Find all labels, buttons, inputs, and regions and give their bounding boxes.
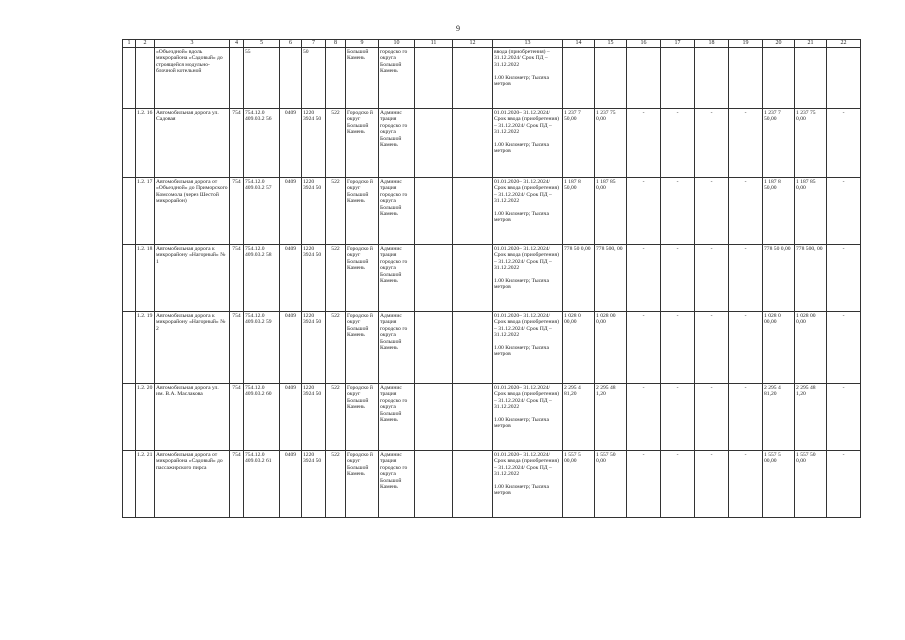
column-header: 5: [244, 40, 280, 48]
table-cell-col-18: -: [695, 178, 729, 245]
table-cell-col-11: [415, 384, 453, 451]
table-cell-col-10: Админис трация городско го округа Большой Камень: [379, 245, 415, 312]
table-cell-col-5: 754.12.0 409.03.2 59: [244, 312, 280, 384]
table-cell-col-19: -: [729, 245, 763, 312]
table-cell-col-14: 1 028 0 00,00: [563, 312, 595, 384]
table-cell-col-4: 754: [230, 178, 244, 245]
table-row: [123, 109, 861, 178]
table-cell-col-1: [123, 245, 136, 312]
table-cell-col-17: [661, 48, 695, 109]
table-cell-col-7: 50: [302, 48, 326, 109]
table-cell-col-16: [627, 48, 661, 109]
column-header: 12: [453, 40, 493, 48]
table-cell-col-11: [415, 451, 453, 518]
column-header: 20: [763, 40, 795, 48]
table-row: [123, 245, 861, 312]
table-cell-col-2: 1.2. 16: [136, 109, 155, 178]
table-cell-col-11: [415, 48, 453, 109]
table-cell-col-22: -: [827, 312, 861, 384]
table-cell-col-20: 1 237 7 50,00: [763, 109, 795, 178]
table-row: [123, 48, 861, 109]
table-cell-col-10: Админис трация городско го округа Большой Камень: [379, 451, 415, 518]
column-header: 14: [563, 40, 595, 48]
table-cell-col-4: 754: [230, 384, 244, 451]
table-cell-col-12: [453, 109, 493, 178]
table-cell-col-9: Городско й округ Большой Камень: [346, 312, 379, 384]
table-cell-col-7: 1220 3924 50: [302, 312, 326, 384]
table-cell-col-11: [415, 178, 453, 245]
table-cell-col-18: -: [695, 245, 729, 312]
table-cell-col-6: 0409: [280, 245, 302, 312]
table-cell-col-19: -: [729, 312, 763, 384]
investment-table: [122, 39, 861, 518]
table-cell-col-17: -: [661, 451, 695, 518]
table-cell-col-4: 754: [230, 312, 244, 384]
table-cell-col-8: 522: [326, 312, 346, 384]
table-cell-col-14: 1 557 5 00,00: [563, 451, 595, 518]
table-cell-col-14: 2 295 4 81,20: [563, 384, 595, 451]
table-cell-col-7: 1220 3924 50: [302, 245, 326, 312]
table-cell-col-19: -: [729, 178, 763, 245]
header-row: [123, 40, 861, 48]
column-header: 11: [415, 40, 453, 48]
table-cell-col-13: 01.01.2020– 31.12.2024/ Срок ввода (приобретения) – 31.12.2024/ Срок ПД – 31.12.2022 1.00 Километр; Тысяча метров: [493, 245, 563, 312]
table-cell-col-2: 1.2. 19: [136, 312, 155, 384]
table-cell-col-20: 2 295 4 81,20: [763, 384, 795, 451]
column-header: 6: [280, 40, 302, 48]
table-cell-col-10: Админис трация городско го округа Большой Камень: [379, 384, 415, 451]
table-cell-col-1: [123, 312, 136, 384]
table-cell-col-22: -: [827, 109, 861, 178]
column-header: 8: [326, 40, 346, 48]
table-cell-col-2: 1.2. 20: [136, 384, 155, 451]
table-cell-col-20: 1 187 8 50,00: [763, 178, 795, 245]
column-header: 16: [627, 40, 661, 48]
table-cell-col-11: [415, 245, 453, 312]
table-cell-col-4: 754: [230, 109, 244, 178]
table-cell-col-21: 1 237 75 0,00: [795, 109, 827, 178]
table-cell-col-3: Автомобильная дорога к микрорайону «Нагорный» № 1: [155, 245, 230, 312]
table-cell-col-17: -: [661, 109, 695, 178]
table-cell-col-9: Городско й округ Большой Камень: [346, 109, 379, 178]
table-cell-col-9: Городско й округ Большой Камень: [346, 451, 379, 518]
table-cell-col-12: [453, 245, 493, 312]
table-cell-col-14: 778 50 0,00: [563, 245, 595, 312]
table-cell-col-7: 1220 3924 50: [302, 109, 326, 178]
table-cell-col-21: 2 295 48 1,20: [795, 384, 827, 451]
table-cell-col-15: 778 500, 00: [595, 245, 627, 312]
table-cell-col-21: [795, 48, 827, 109]
table-cell-col-20: 778 50 0,00: [763, 245, 795, 312]
table-cell-col-7: 1220 3924 50: [302, 451, 326, 518]
table-cell-col-10: Админис трация городско го округа Большой Камень: [379, 312, 415, 384]
table-cell-col-1: [123, 178, 136, 245]
table-cell-col-8: [326, 48, 346, 109]
table-cell-col-2: 1.2. 17: [136, 178, 155, 245]
table-cell-col-3: Автомобильная дорога от «Объездной» до Приморского Комсомола (через Шестой микрорайон): [155, 178, 230, 245]
table-cell-col-22: -: [827, 245, 861, 312]
table-cell-col-11: [415, 109, 453, 178]
table-cell-col-15: 1 557 50 0,00: [595, 451, 627, 518]
table-cell-col-13: 01.01.2020– 31.12.2024/ Срок ввода (приобретения) – 31.12.2024/ Срок ПД – 31.12.2022 1.00 Километр; Тысяча метров: [493, 109, 563, 178]
table-cell-col-3: Автомобильная дорога ул. Садовая: [155, 109, 230, 178]
column-header: 10: [379, 40, 415, 48]
table-row: [123, 178, 861, 245]
table-cell-col-13: 01.01.2020– 31.12.2024/ Срок ввода (приобретения) – 31.12.2024/ Срок ПД – 31.12.2022 1.00 Километр; Тысяча метров: [493, 178, 563, 245]
table-cell-col-3: Автомобильная дорога от микрорайона «Садовый» до пассажирского пирса: [155, 451, 230, 518]
table-cell-col-1: [123, 48, 136, 109]
table-cell-col-2: 1.2. 18: [136, 245, 155, 312]
table-cell-col-5: 754.12.0 409.03.2 57: [244, 178, 280, 245]
column-header: 21: [795, 40, 827, 48]
table-cell-col-6: 0409: [280, 312, 302, 384]
table-cell-col-20: 1 557 5 00,00: [763, 451, 795, 518]
table-cell-col-6: 0409: [280, 384, 302, 451]
table-cell-col-18: [695, 48, 729, 109]
table-cell-col-16: -: [627, 384, 661, 451]
table-cell-col-3: Автомобильная дорога к микрорайону «Нагорный» № 2: [155, 312, 230, 384]
table-cell-col-2: 1.2. 21: [136, 451, 155, 518]
table-cell-col-4: [230, 48, 244, 109]
table-cell-col-16: -: [627, 109, 661, 178]
table-cell-col-9: Городско й округ Большой Камень: [346, 245, 379, 312]
table-cell-col-10: Админис трация городско го округа Большой Камень: [379, 178, 415, 245]
table-cell-col-18: -: [695, 109, 729, 178]
table-cell-col-21: 1 557 50 0,00: [795, 451, 827, 518]
table-cell-col-17: -: [661, 245, 695, 312]
table-cell-col-9: Городско й округ Большой Камень: [346, 178, 379, 245]
table-cell-col-7: 1220 3924 50: [302, 178, 326, 245]
table-cell-col-2: [136, 48, 155, 109]
table-row: [123, 451, 861, 518]
table-cell-col-15: 1 187 85 0,00: [595, 178, 627, 245]
table-cell-col-15: [595, 48, 627, 109]
table-cell-col-22: -: [827, 178, 861, 245]
table-cell-col-8: 522: [326, 109, 346, 178]
table-cell-col-22: [827, 48, 861, 109]
table-cell-col-12: [453, 48, 493, 109]
table-cell-col-13: 01.01.2020– 31.12.2024/ Срок ввода (приобретения) – 31.12.2024/ Срок ПД – 31.12.2022 1.00 Километр; Тысяча метров: [493, 384, 563, 451]
table-cell-col-14: 1 237 7 50,00: [563, 109, 595, 178]
table-cell-col-5: 754.12.0 409.03.2 56: [244, 109, 280, 178]
column-header: 4: [230, 40, 244, 48]
table-cell-col-5: 754.12.0 409.03.2 58: [244, 245, 280, 312]
table-cell-col-18: -: [695, 384, 729, 451]
table-cell-col-22: -: [827, 384, 861, 451]
table-cell-col-7: 1220 3924 50: [302, 384, 326, 451]
table-cell-col-9: Городско й округ Большой Камень: [346, 384, 379, 451]
table-cell-col-14: [563, 48, 595, 109]
column-header: 15: [595, 40, 627, 48]
table-cell-col-13: ввода (приобретения) – 31.12.2024/ Срок ПД – 31.12.2022 1.00 Километр; Тысяча метров: [493, 48, 563, 109]
table-body: [123, 48, 861, 518]
table-cell-col-16: -: [627, 178, 661, 245]
table-cell-col-13: 01.01.2020– 31.12.2024/ Срок ввода (приобретения) – 31.12.2024/ Срок ПД – 31.12.2022 1.00 Километр; Тысяча метров: [493, 451, 563, 518]
column-header: 13: [493, 40, 563, 48]
table-cell-col-19: [729, 48, 763, 109]
table-cell-col-10: городско го округа Большой Камень: [379, 48, 415, 109]
column-header: 7: [302, 40, 326, 48]
column-header: 17: [661, 40, 695, 48]
table-cell-col-15: 1 028 00 0,00: [595, 312, 627, 384]
table-cell-col-8: 522: [326, 384, 346, 451]
table-row: [123, 384, 861, 451]
table-cell-col-20: [763, 48, 795, 109]
table-cell-col-12: [453, 384, 493, 451]
table-cell-col-12: [453, 178, 493, 245]
table-cell-col-5: 754.12.0 409.03.2 61: [244, 451, 280, 518]
table-cell-col-8: 522: [326, 178, 346, 245]
table-cell-col-12: [453, 451, 493, 518]
table-cell-col-21: 778 500, 00: [795, 245, 827, 312]
table-cell-col-11: [415, 312, 453, 384]
column-header: 2: [136, 40, 155, 48]
table-cell-col-16: -: [627, 451, 661, 518]
column-header: 1: [123, 40, 136, 48]
table-cell-col-20: 1 028 0 00,00: [763, 312, 795, 384]
table-cell-col-14: 1 187 8 50,00: [563, 178, 595, 245]
table-cell-col-5: 55: [244, 48, 280, 109]
table-cell-col-17: -: [661, 312, 695, 384]
table-cell-col-15: 2 295 48 1,20: [595, 384, 627, 451]
table-cell-col-8: 522: [326, 451, 346, 518]
table-cell-col-16: -: [627, 245, 661, 312]
table-cell-col-4: 754: [230, 451, 244, 518]
table-row: [123, 312, 861, 384]
table-cell-col-22: -: [827, 451, 861, 518]
table-cell-col-6: [280, 48, 302, 109]
table-cell-col-3: «Объездной» вдоль микрорайона «Садовый» до строящейся модульно-блочной котельной: [155, 48, 230, 109]
table-cell-col-8: 522: [326, 245, 346, 312]
table-cell-col-15: 1 237 75 0,00: [595, 109, 627, 178]
column-header: 3: [155, 40, 230, 48]
table-cell-col-12: [453, 312, 493, 384]
page-number: 9: [456, 24, 460, 33]
column-header: 22: [827, 40, 861, 48]
table-cell-col-10: Админис трация городско го округа Большой Камень: [379, 109, 415, 178]
table-cell-col-1: [123, 451, 136, 518]
column-header: 18: [695, 40, 729, 48]
table-cell-col-19: -: [729, 451, 763, 518]
table-cell-col-6: 0409: [280, 451, 302, 518]
table-cell-col-4: 754: [230, 245, 244, 312]
table-cell-col-3: Автомобильная дорога ул. им. В.А. Маслакова: [155, 384, 230, 451]
table-cell-col-19: -: [729, 109, 763, 178]
table-cell-col-13: 01.01.2020– 31.12.2024/ Срок ввода (приобретения) – 31.12.2024/ Срок ПД – 31.12.2022 1.00 Километр; Тысяча метров: [493, 312, 563, 384]
table-cell-col-9: Большой Камень: [346, 48, 379, 109]
table-cell-col-21: 1 187 85 0,00: [795, 178, 827, 245]
table-cell-col-17: -: [661, 178, 695, 245]
table-cell-col-18: -: [695, 451, 729, 518]
table-cell-col-5: 754.12.0 409.03.2 60: [244, 384, 280, 451]
table-cell-col-6: 0409: [280, 178, 302, 245]
table-cell-col-21: 1 028 00 0,00: [795, 312, 827, 384]
table-cell-col-19: -: [729, 384, 763, 451]
table-cell-col-6: 0409: [280, 109, 302, 178]
table-cell-col-18: -: [695, 312, 729, 384]
column-header: 9: [346, 40, 379, 48]
column-header: 19: [729, 40, 763, 48]
table-cell-col-1: [123, 384, 136, 451]
table-cell-col-16: -: [627, 312, 661, 384]
table-cell-col-1: [123, 109, 136, 178]
table-cell-col-17: -: [661, 384, 695, 451]
